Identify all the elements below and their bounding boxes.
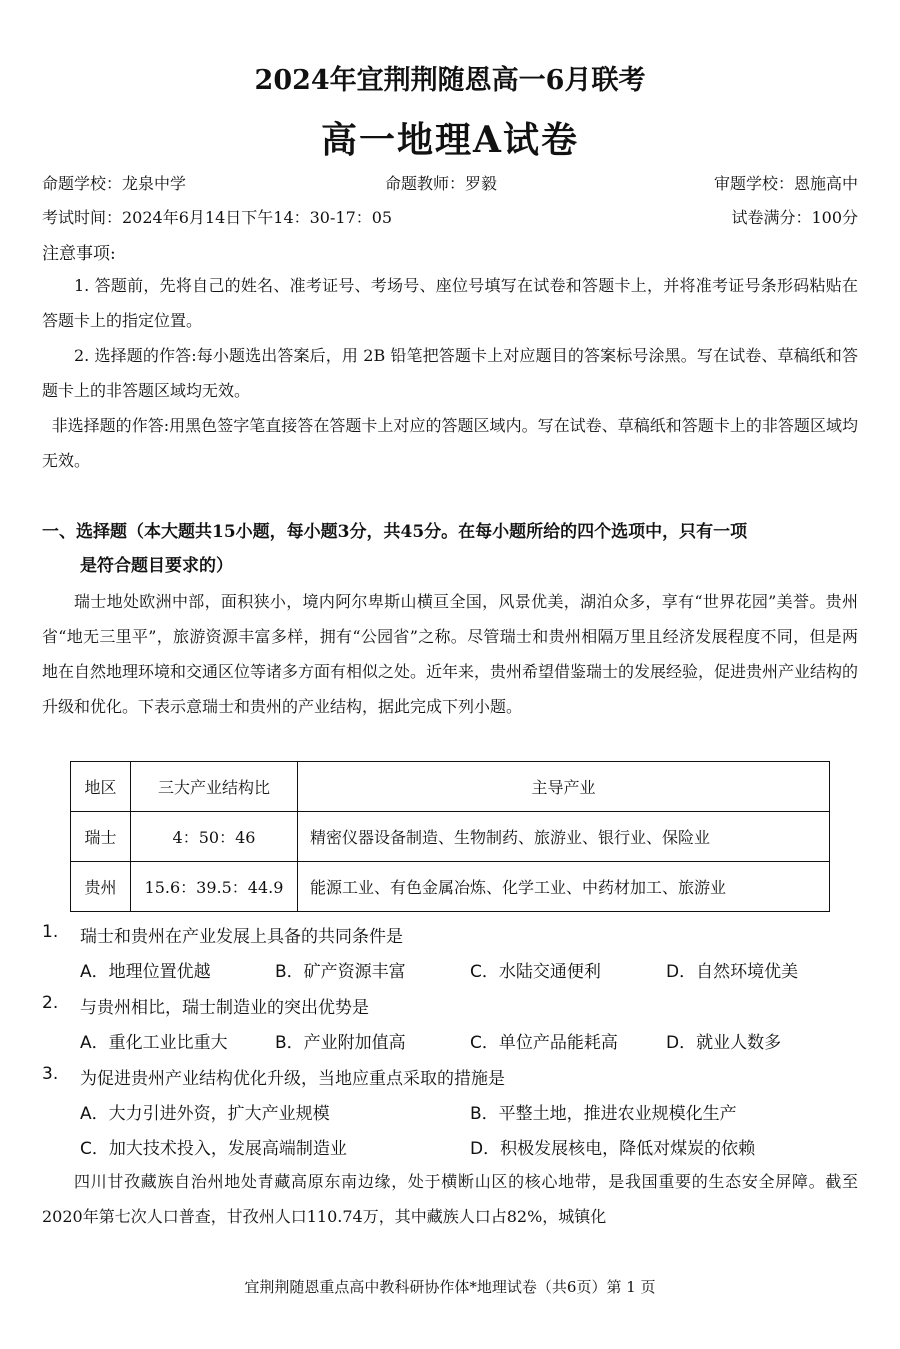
question-number: 1. bbox=[42, 922, 59, 942]
notice-item-1: 1. 答题前，先将自己的姓名、准考证号、考场号、座位号填写在试卷和答题卡上，并将准考证号条形码粘贴在答题卡上的指定位置。 bbox=[42, 276, 858, 330]
table-header-cell: 地区 bbox=[71, 762, 131, 812]
setter-school: 命题学校：龙泉中学 bbox=[42, 174, 187, 193]
table-row bbox=[71, 812, 830, 862]
full-score: 试卷满分：100分 bbox=[731, 208, 858, 227]
table-cell-industries: 精密仪器设备制造、生物制药、旅游业、银行业、保险业 bbox=[298, 812, 830, 862]
option-b: B．矿产资源丰富 bbox=[275, 962, 406, 982]
option-a: A．地理位置优越 bbox=[80, 962, 211, 982]
option-b: B．产业附加值高 bbox=[275, 1033, 406, 1053]
exam-time: 考试时间：2024年6月14日下午14：30-17：05 bbox=[42, 208, 393, 227]
question-stem: 瑞士和贵州在产业发展上具备的共同条件是 bbox=[80, 927, 403, 947]
exam-name: 2024年宜荆荆随恩高一6月联考 bbox=[254, 65, 646, 96]
passage-switzerland-guizhou: 瑞士地处欧洲中部，面积狭小，境内阿尔卑斯山横亘全国，风景优美，湖泊众多，享有“世界花园”美誉。贵州省“地无三里平”，旅游资源丰富多样，拥有“公园省”之称。尽管瑞士和贵州相隔万里且经济发展程度不同，但是两地在自然地理环境和交通区位等诸多方面有相似之处。近年来，贵州希望借鉴瑞士的发展经验，促进贵州产业结构的升级和优化。下表示意瑞士和贵州的产业结构，据此完成下列小题。 bbox=[42, 592, 859, 716]
option-a: A．大力引进外资，扩大产业规模 bbox=[80, 1104, 330, 1124]
table-cell-region: 贵州 bbox=[71, 862, 131, 912]
table-header-cell: 三大产业结构比 bbox=[131, 762, 298, 812]
question-stem: 为促进贵州产业结构优化升级，当地应重点采取的措施是 bbox=[80, 1069, 505, 1089]
option-c: C．单位产品能耗高 bbox=[470, 1033, 618, 1053]
table-cell-ratio: 4：50：46 bbox=[131, 812, 298, 862]
reviewer-school: 审题学校：恩施高中 bbox=[713, 174, 858, 193]
industry-structure-table bbox=[70, 761, 830, 912]
option-b: B．平整土地，推进农业规模化生产 bbox=[470, 1104, 737, 1124]
option-c: C．加大技术投入，发展高端制造业 bbox=[80, 1139, 347, 1159]
table-cell-ratio: 15.6：39.5：44.9 bbox=[131, 862, 298, 912]
option-d: D．就业人数多 bbox=[666, 1033, 782, 1053]
option-d: D．积极发展核电，降低对煤炭的依赖 bbox=[470, 1139, 756, 1159]
notice-heading: 注意事项: bbox=[42, 244, 116, 264]
passage-ganzi: 四川甘孜藏族自治州地处青藏高原东南边缘，处于横断山区的核心地带，是我国重要的生态安全屏障。截至2020年第七次人口普查，甘孜州人口110.74万，其中藏族人口占82%，城镇化 bbox=[42, 1172, 858, 1226]
notice-item-3: 非选择题的作答:用黑色签字笔直接答在答题卡上对应的答题区域内。写在试卷、草稿纸和答题卡上的非答题区域均无效。 bbox=[42, 416, 858, 470]
notice-item-2: 2. 选择题的作答:每小题选出答案后，用 2B 铅笔把答题卡上对应题目的答案标号涂黑。写在试卷、草稿纸和答题卡上的非答题区域均无效。 bbox=[42, 346, 858, 400]
table-row bbox=[71, 862, 830, 912]
question-number: 3. bbox=[42, 1064, 59, 1084]
option-d: D．自然环境优美 bbox=[666, 962, 799, 982]
table-cell-region: 瑞士 bbox=[71, 812, 131, 862]
question-stem: 与贵州相比，瑞士制造业的突出优势是 bbox=[80, 998, 369, 1018]
page-footer: 宜荆荆随恩重点高中教科研协作体*地理试卷（共6页）第 1 页 bbox=[244, 1278, 656, 1296]
table-header-row bbox=[71, 762, 830, 812]
paper-title: 高一地理A试卷 bbox=[321, 119, 579, 161]
option-a: A．重化工业比重大 bbox=[80, 1033, 228, 1053]
option-c: C．水陆交通便利 bbox=[470, 962, 601, 982]
table-cell-industries: 能源工业、有色金属冶炼、化学工业、中药材加工、旅游业 bbox=[298, 862, 830, 912]
table-header-cell: 主导产业 bbox=[298, 762, 830, 812]
section-heading-line1: 一、选择题（本大题共15小题，每小题3分，共45分。在每小题所给的四个选项中，只有一项 bbox=[42, 522, 748, 542]
question-number: 2. bbox=[42, 993, 59, 1013]
setter-teacher: 命题教师：罗毅 bbox=[385, 174, 498, 193]
section-heading-line2: 是符合题目要求的） bbox=[80, 556, 233, 576]
